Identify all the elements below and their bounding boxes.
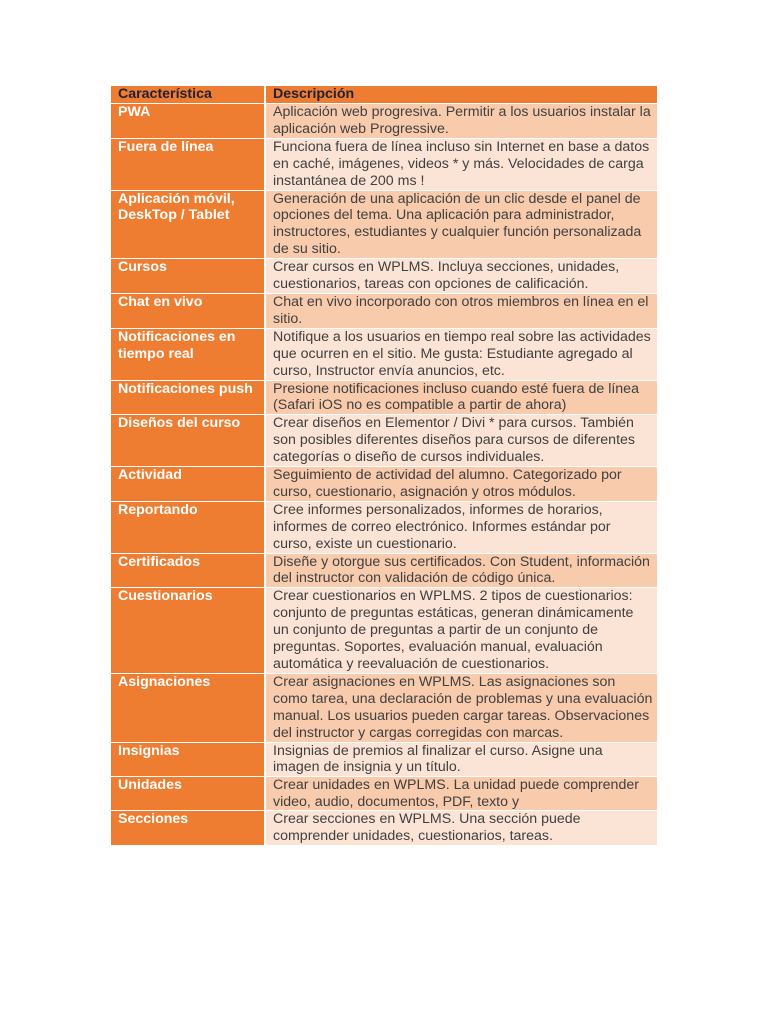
feature-cell: Certificados: [111, 553, 265, 588]
description-cell: Notifique a los usuarios en tiempo real sobre las actividades que ocurren en el sitio. Me gusta: Estudiante agregado al curso, Instructor envía anuncios, etc.: [265, 328, 657, 380]
description-cell: Crear cuestionarios en WPLMS. 2 tipos de cuestionarios: conjunto de preguntas estáticas, generan dinámicamente un conjunto de preguntas a partir de un conjunto de preguntas. Soportes, evaluación manual, evaluación automática y reevaluación de cuestionarios.: [265, 588, 657, 674]
feature-cell: Insignias: [111, 742, 265, 777]
feature-cell: Secciones: [111, 811, 265, 845]
table-row: [111, 588, 657, 674]
table-row: [111, 553, 657, 588]
feature-cell: Chat en vivo: [111, 293, 265, 328]
description-cell: Cree informes personalizados, informes de horarios, informes de correo electrónico. Informes estándar por curso, existe un cuestionario.: [265, 501, 657, 553]
table-row: [111, 673, 657, 742]
description-cell: Crear cursos en WPLMS. Incluya secciones, unidades, cuestionarios, tareas con opciones de calificación.: [265, 259, 657, 294]
header-row: [111, 86, 657, 104]
feature-cell: PWA: [111, 104, 265, 139]
description-cell: Crear diseños en Elementor / Divi * para cursos. También son posibles diferentes diseños para cursos de diferentes categorías o diseño de cursos individuales.: [265, 415, 657, 467]
features-table: [111, 86, 657, 845]
description-cell: Crear asignaciones en WPLMS. Las asignaciones son como tarea, una declaración de problemas y una evaluación manual. Los usuarios pueden cargar tareas. Observaciones del instructor y cargas corregidas con marcas.: [265, 673, 657, 742]
feature-cell: [111, 777, 265, 811]
header-feature: Característica: [111, 86, 265, 104]
feature-cell: Notificaciones push: [111, 380, 265, 415]
feature-cell: Fuera de línea: [111, 138, 265, 190]
description-cell: Insignias de premios al finalizar el curso. Asigne una imagen de insignia y un título.: [265, 742, 657, 777]
feature-cell: Diseños del curso: [111, 415, 265, 467]
feature-cell: Notificaciones en tiempo real: [111, 328, 265, 380]
description-cell: Generación de una aplicación de un clic desde el panel de opciones del tema. Una aplicación para administrador, instructores, estudiantes y cualquier función personalizada de su sitio.: [265, 190, 657, 259]
feature-cell: Cuestionarios: [111, 588, 265, 674]
feature-cell: Reportando: [111, 501, 265, 553]
table-row: [111, 259, 657, 294]
table-row: [111, 415, 657, 467]
table-row: [111, 777, 657, 811]
table-row: [111, 742, 657, 777]
description-cell: Funciona fuera de línea incluso sin Internet en base a datos en caché, imágenes, videos * y más. Velocidades de carga instantánea de 200 ms !: [265, 138, 657, 190]
description-cell: [265, 777, 657, 811]
table-row: [111, 380, 657, 415]
feature-cell: Aplicación móvil, DeskTop / Tablet: [111, 190, 265, 259]
feature-text: Unidades: [118, 777, 182, 794]
table-body: [111, 104, 657, 846]
header-description: Descripción: [265, 86, 657, 104]
description-cell: Crear secciones en WPLMS. Una sección puede comprender unidades, cuestionarios, tareas.: [265, 811, 657, 845]
feature-cell: Cursos: [111, 259, 265, 294]
table-row: [111, 501, 657, 553]
table-row: [111, 104, 657, 139]
table-row: [111, 190, 657, 259]
feature-cell: Asignaciones: [111, 673, 265, 742]
description-cell: Aplicación web progresiva. Permitir a los usuarios instalar la aplicación web Progressive.: [265, 104, 657, 139]
description-cell: Chat en vivo incorporado con otros miembros en línea en el sitio.: [265, 293, 657, 328]
table-header: [111, 86, 657, 104]
description-text: Crear unidades en WPLMS. La unidad puede comprender video, audio, documentos, PDF, texto y: [273, 777, 639, 811]
feature-cell: Actividad: [111, 467, 265, 502]
table-row: [111, 293, 657, 328]
table-row: [111, 811, 657, 845]
description-cell: Diseñe y otorgue sus certificados. Con Student, información del instructor con validación de código única.: [265, 553, 657, 588]
table-row: [111, 328, 657, 380]
description-cell: Seguimiento de actividad del alumno. Categorizado por curso, cuestionario, asignación y otros módulos.: [265, 467, 657, 502]
description-cell: Presione notificaciones incluso cuando esté fuera de línea (Safari iOS no es compatible a partir de ahora): [265, 380, 657, 415]
table-row: [111, 467, 657, 502]
table-row: [111, 138, 657, 190]
